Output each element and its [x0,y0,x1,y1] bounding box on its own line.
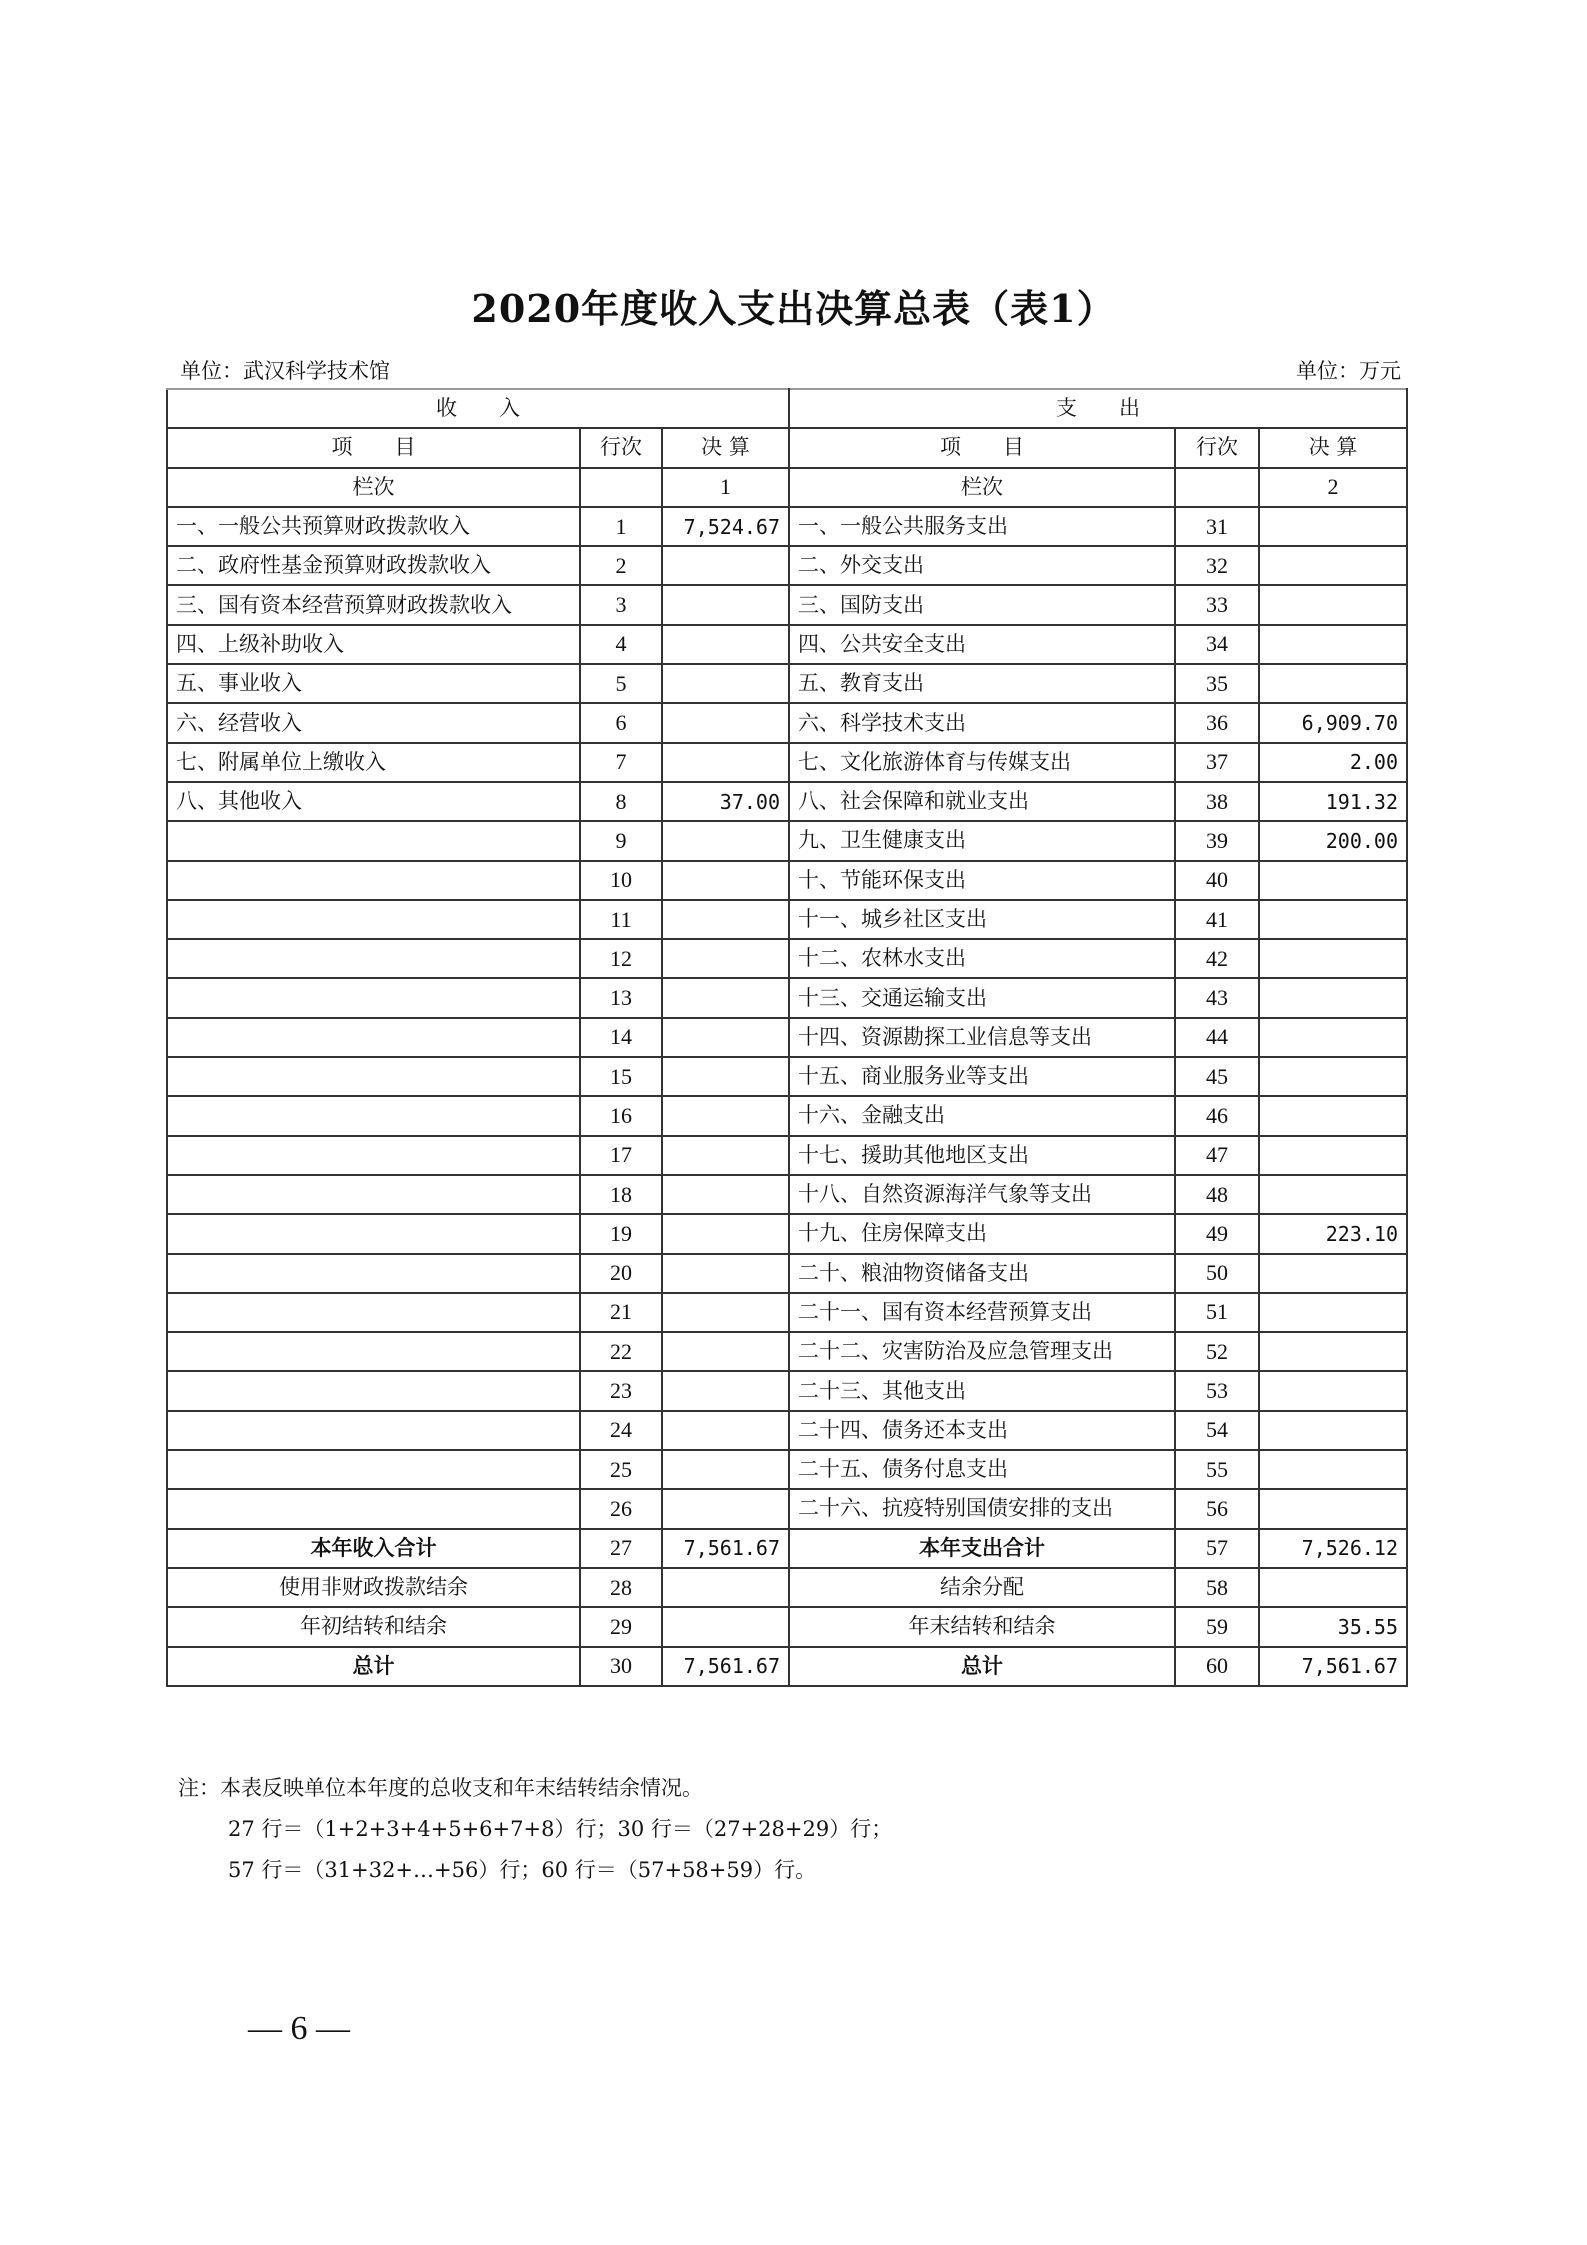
table-row [167,978,1407,1017]
expense-item-label: 八、社会保障和就业支出 [789,782,1175,821]
expense-row-number: 36 [1175,703,1259,742]
expense-column-label: 栏次 [789,468,1175,507]
section-header-row [167,389,1407,428]
table-row [167,1175,1407,1214]
table-row [167,1371,1407,1410]
table-row [167,625,1407,664]
income-item-label [167,861,580,900]
expense-row-no-header: 行次 [1175,428,1259,467]
income-item-label: 五、事业收入 [167,664,580,703]
expense-row-number: 49 [1175,1214,1259,1253]
expense-row-number: 42 [1175,939,1259,978]
income-item-label: 七、附属单位上缴收入 [167,743,580,782]
table-row [167,743,1407,782]
expense-item-label: 九、卫生健康支出 [789,821,1175,860]
expense-amount [1259,1450,1407,1489]
expense-row-number: 35 [1175,664,1259,703]
expense-item-label: 十六、金融支出 [789,1096,1175,1135]
income-item-label: 四、上级补助收入 [167,625,580,664]
expense-summary-label: 总计 [789,1647,1175,1686]
expense-row-number: 38 [1175,782,1259,821]
expense-row-number: 47 [1175,1136,1259,1175]
table-row [167,546,1407,585]
expense-row-number: 54 [1175,1411,1259,1450]
income-amount [662,1057,789,1096]
expense-amount [1259,585,1407,624]
expense-item-label: 二十二、灾害防治及应急管理支出 [789,1332,1175,1371]
table-row [167,1293,1407,1332]
income-row-number: 6 [580,703,662,742]
expense-item-label: 十四、资源勘探工业信息等支出 [789,1018,1175,1057]
income-amount [662,1489,789,1528]
income-row-number: 16 [580,1096,662,1135]
expense-row-number: 44 [1175,1018,1259,1057]
income-row-number: 10 [580,861,662,900]
income-amount [662,1254,789,1293]
income-item-label: 二、政府性基金预算财政拨款收入 [167,546,580,585]
income-amount [662,1371,789,1410]
expense-item-label: 十七、援助其他地区支出 [789,1136,1175,1175]
expense-row-number: 33 [1175,585,1259,624]
expense-amount: 2.00 [1259,743,1407,782]
table-row [167,1057,1407,1096]
income-row-number: 28 [580,1568,662,1607]
expense-item-label: 四、公共安全支出 [789,625,1175,664]
expense-row-number: 37 [1175,743,1259,782]
expense-row-number: 58 [1175,1568,1259,1607]
table-row [167,1018,1407,1057]
income-item-label [167,978,580,1017]
income-row-number: 23 [580,1371,662,1410]
income-amount [662,625,789,664]
income-item-label: 六、经营收入 [167,703,580,742]
income-item-label: 三、国有资本经营预算财政拨款收入 [167,585,580,624]
income-row-number: 19 [580,1214,662,1253]
income-row-number: 29 [580,1607,662,1646]
expense-item-header: 项 目 [789,428,1175,467]
income-row-number: 12 [580,939,662,978]
expense-amount [1259,1254,1407,1293]
income-amount [662,978,789,1017]
expense-item-label: 十八、自然资源海洋气象等支出 [789,1175,1175,1214]
income-amount [662,546,789,585]
summary-row [167,1529,1407,1568]
column-header-row [167,428,1407,467]
expense-amount [1259,1175,1407,1214]
income-summary-amount: 7,561.67 [662,1529,789,1568]
expense-column-number: 2 [1259,468,1407,507]
expense-item-label: 五、教育支出 [789,664,1175,703]
income-summary-label: 本年收入合计 [167,1529,580,1568]
income-item-label [167,821,580,860]
table-row [167,1489,1407,1528]
expense-summary-label: 年末结转和结余 [789,1607,1175,1646]
expense-item-label: 二十五、债务付息支出 [789,1450,1175,1489]
expense-amount [1259,1136,1407,1175]
income-row-number: 30 [580,1647,662,1686]
expense-item-label: 二十六、抗疫特别国债安排的支出 [789,1489,1175,1528]
income-amount: 37.00 [662,782,789,821]
income-item-label: 八、其他收入 [167,782,580,821]
table-row [167,1096,1407,1135]
expense-row-number: 46 [1175,1096,1259,1135]
expense-row-number: 52 [1175,1332,1259,1371]
income-expense-table [166,388,1408,1687]
income-column-label: 栏次 [167,468,580,507]
income-row-number: 15 [580,1057,662,1096]
expense-row-number: 51 [1175,1293,1259,1332]
income-item-label [167,1489,580,1528]
expense-row-number: 56 [1175,1489,1259,1528]
income-row-number: 26 [580,1489,662,1528]
table-row [167,821,1407,860]
income-row-number: 4 [580,625,662,664]
table-row [167,1214,1407,1253]
income-summary-amount [662,1607,789,1646]
income-item-label [167,1096,580,1135]
expense-amount-header: 决 算 [1259,428,1407,467]
income-item-label [167,900,580,939]
income-item-label [167,1175,580,1214]
expense-row-number: 43 [1175,978,1259,1017]
income-row-number: 25 [580,1450,662,1489]
income-amount [662,821,789,860]
income-amount [662,1018,789,1057]
expense-amount [1259,861,1407,900]
expense-item-label: 十五、商业服务业等支出 [789,1057,1175,1096]
expense-item-label: 二十三、其他支出 [789,1371,1175,1410]
expense-amount: 200.00 [1259,821,1407,860]
table-row [167,900,1407,939]
expense-amount [1259,1018,1407,1057]
expense-row-number: 34 [1175,625,1259,664]
table-row [167,507,1407,546]
table-row [167,703,1407,742]
expense-summary-amount: 35.55 [1259,1607,1407,1646]
expense-row-number: 39 [1175,821,1259,860]
income-row-number: 27 [580,1529,662,1568]
income-summary-amount [662,1568,789,1607]
income-row-number: 3 [580,585,662,624]
income-row-number: 21 [580,1293,662,1332]
table-notes [178,1768,892,1891]
income-amount-header: 决 算 [662,428,789,467]
summary-row [167,1647,1407,1686]
expense-amount [1259,1293,1407,1332]
expense-section-header: 支 出 [789,389,1407,428]
empty-cell [580,468,662,507]
expense-row-number: 31 [1175,507,1259,546]
income-row-number: 1 [580,507,662,546]
expense-amount [1259,1096,1407,1135]
income-item-label [167,1057,580,1096]
currency-unit: 单位：万元 [1296,359,1401,383]
income-row-number: 22 [580,1332,662,1371]
income-row-number: 5 [580,664,662,703]
expense-row-number: 57 [1175,1529,1259,1568]
table-row [167,782,1407,821]
expense-summary-amount: 7,526.12 [1259,1529,1407,1568]
expense-row-number: 48 [1175,1175,1259,1214]
income-amount [662,1411,789,1450]
expense-item-label: 一、一般公共服务支出 [789,507,1175,546]
expense-row-number: 50 [1175,1254,1259,1293]
reporting-unit: 单位：武汉科学技术馆 [180,359,390,383]
table-row [167,1450,1407,1489]
expense-item-label: 十一、城乡社区支出 [789,900,1175,939]
note-line: 注：本表反映单位本年度的总收支和年末结转结余情况。 [178,1776,703,1800]
income-summary-label: 年初结转和结余 [167,1607,580,1646]
expense-amount [1259,546,1407,585]
income-amount [662,939,789,978]
summary-row [167,1607,1407,1646]
table-row [167,939,1407,978]
income-item-label [167,1214,580,1253]
note-line: 27 行＝（1+2+3+4+5+6+7+8）行；30 行＝（27+28+29）行； [228,1817,893,1841]
column-number-row [167,468,1407,507]
expense-item-label: 十九、住房保障支出 [789,1214,1175,1253]
income-amount [662,1096,789,1135]
income-row-number: 24 [580,1411,662,1450]
income-amount [662,1332,789,1371]
expense-item-label: 二十四、债务还本支出 [789,1411,1175,1450]
table-row [167,1332,1407,1371]
income-row-number: 17 [580,1136,662,1175]
income-item-label [167,1254,580,1293]
income-amount [662,1214,789,1253]
income-amount [662,585,789,624]
expense-amount [1259,507,1407,546]
summary-row [167,1568,1407,1607]
income-summary-label: 使用非财政拨款结余 [167,1568,580,1607]
income-amount [662,900,789,939]
income-row-no-header: 行次 [580,428,662,467]
income-item-header: 项 目 [167,428,580,467]
expense-row-number: 45 [1175,1057,1259,1096]
expense-amount [1259,978,1407,1017]
expense-amount: 223.10 [1259,1214,1407,1253]
income-amount [662,861,789,900]
income-item-label [167,1332,580,1371]
expense-summary-amount: 7,561.67 [1259,1647,1407,1686]
income-row-number: 8 [580,782,662,821]
expense-item-label: 十、节能环保支出 [789,861,1175,900]
expense-summary-label: 结余分配 [789,1568,1175,1607]
expense-amount [1259,1411,1407,1450]
income-amount [662,743,789,782]
expense-item-label: 二十、粮油物资储备支出 [789,1254,1175,1293]
expense-row-number: 32 [1175,546,1259,585]
expense-row-number: 60 [1175,1647,1259,1686]
expense-item-label: 十三、交通运输支出 [789,978,1175,1017]
income-item-label [167,1411,580,1450]
income-summary-amount: 7,561.67 [662,1647,789,1686]
expense-item-label: 六、科学技术支出 [789,703,1175,742]
expense-amount [1259,1057,1407,1096]
page-number: — 6 — [248,2010,350,2047]
income-amount [662,703,789,742]
income-amount: 7,524.67 [662,507,789,546]
income-amount [662,664,789,703]
expense-amount [1259,625,1407,664]
income-section-header: 收 入 [167,389,789,428]
table-row [167,861,1407,900]
income-row-number: 14 [580,1018,662,1057]
income-amount [662,1450,789,1489]
income-item-label [167,939,580,978]
expense-row-number: 41 [1175,900,1259,939]
table-row [167,664,1407,703]
table-row [167,1136,1407,1175]
income-item-label: 一、一般公共预算财政拨款收入 [167,507,580,546]
income-amount [662,1136,789,1175]
expense-row-number: 55 [1175,1450,1259,1489]
page-title: 2020年度收入支出决算总表（表1） [471,286,1116,331]
income-row-number: 20 [580,1254,662,1293]
income-row-number: 9 [580,821,662,860]
table-row [167,1254,1407,1293]
income-item-label [167,1450,580,1489]
income-item-label [167,1293,580,1332]
income-row-number: 11 [580,900,662,939]
expense-amount [1259,1371,1407,1410]
income-row-number: 13 [580,978,662,1017]
income-row-number: 18 [580,1175,662,1214]
expense-item-label: 三、国防支出 [789,585,1175,624]
income-summary-label: 总计 [167,1647,580,1686]
table-row [167,585,1407,624]
expense-amount [1259,939,1407,978]
expense-row-number: 53 [1175,1371,1259,1410]
expense-row-number: 59 [1175,1607,1259,1646]
expense-amount [1259,900,1407,939]
expense-row-number: 40 [1175,861,1259,900]
expense-item-label: 二、外交支出 [789,546,1175,585]
expense-amount: 6,909.70 [1259,703,1407,742]
income-amount [662,1293,789,1332]
income-column-number: 1 [662,468,789,507]
income-item-label [167,1136,580,1175]
expense-amount: 191.32 [1259,782,1407,821]
note-line: 57 行＝（31+32+…+56）行；60 行＝（57+58+59）行。 [228,1858,817,1882]
income-row-number: 2 [580,546,662,585]
income-item-label [167,1018,580,1057]
expense-summary-label: 本年支出合计 [789,1529,1175,1568]
table-row [167,1411,1407,1450]
expense-amount [1259,1332,1407,1371]
income-item-label [167,1371,580,1410]
expense-amount [1259,664,1407,703]
expense-item-label: 七、文化旅游体育与传媒支出 [789,743,1175,782]
expense-item-label: 二十一、国有资本经营预算支出 [789,1293,1175,1332]
income-row-number: 7 [580,743,662,782]
expense-summary-amount [1259,1568,1407,1607]
expense-amount [1259,1489,1407,1528]
income-amount [662,1175,789,1214]
empty-cell [1175,468,1259,507]
expense-item-label: 十二、农林水支出 [789,939,1175,978]
